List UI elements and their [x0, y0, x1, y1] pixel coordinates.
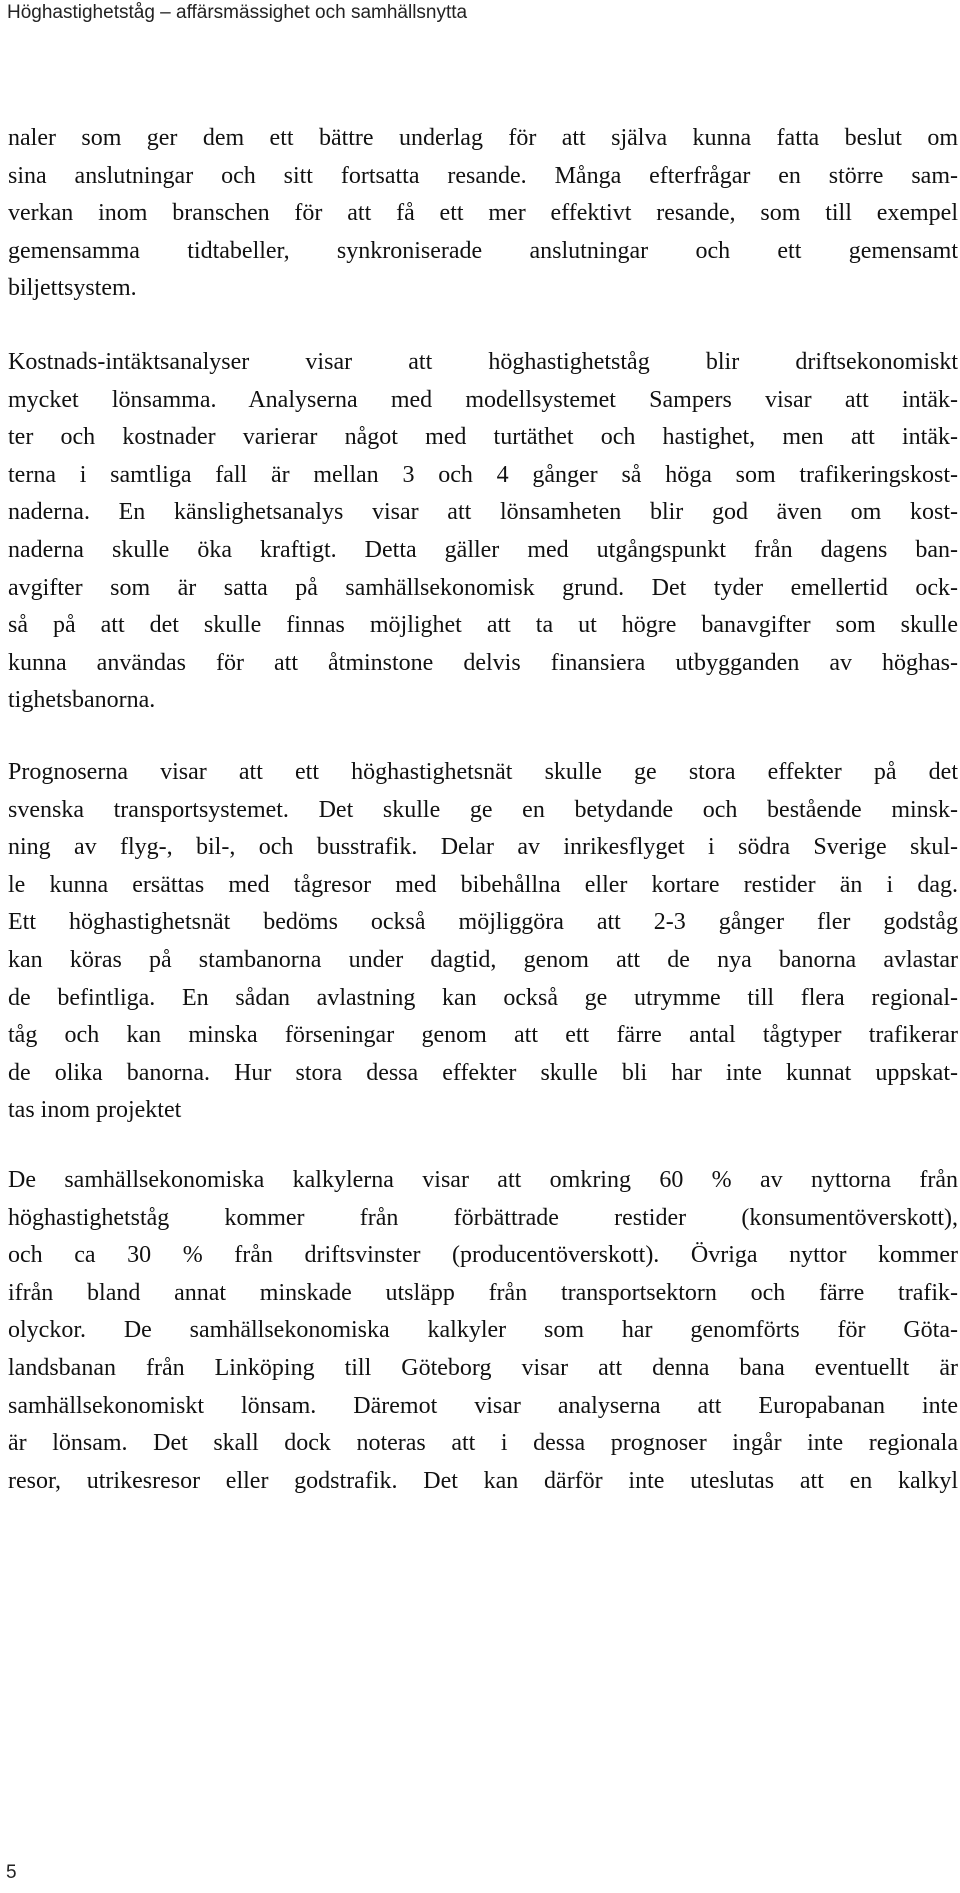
- text-line: sina anslutningar och sitt fortsatta resande. Många efterfrågar en större sam-: [8, 162, 958, 189]
- text-line: kunna användas för att åtminstone delvis finansiera utbygganden av höghas-: [8, 649, 958, 676]
- text-line: naler som ger dem ett bättre underlag för att själva kunna fatta beslut om: [8, 125, 958, 151]
- text-line: svenska transportsystemet. Det skulle ge en betydande och bestående minsk-: [8, 796, 958, 823]
- text-line: tåg och kan minska förseningar genom att ett färre antal tågtyper trafikerar: [8, 1022, 958, 1049]
- text-line: tas inom projektet: [8, 1097, 182, 1124]
- text-line: samhällsekonomiskt lönsam. Däremot visar analyserna att Europabanan inte: [8, 1392, 958, 1419]
- text-line: naderna skulle öka kraftigt. Detta gäller med utgångspunkt från dagens ban-: [8, 536, 958, 563]
- text-line: höghastighetståg kommer från förbättrade restider (konsumentöverskott),: [8, 1204, 958, 1231]
- text-line: Prognoserna visar att ett höghastighetsnät skulle ge stora effekter på det: [8, 759, 958, 785]
- text-line: le kunna ersättas med tågresor med bibehållna eller kortare restider än i dag.: [8, 871, 958, 898]
- text-line: ning av flyg-, bil-, och busstrafik. Delar av inrikesflyget i södra Sverige skul-: [8, 834, 958, 861]
- text-line: tighetsbanorna.: [8, 687, 156, 714]
- text-line: ifrån bland annat minskade utsläpp från transportsektorn och färre trafik-: [8, 1279, 958, 1306]
- text-line: De samhällsekonomiska kalkylerna visar att omkring 60 % av nyttorna från: [8, 1167, 958, 1193]
- text-line: är lönsam. Det skall dock noteras att i dessa prognoser ingår inte regionala: [8, 1430, 958, 1457]
- paragraph-2: [8, 344, 958, 720]
- text-line: de olika banorna. Hur stora dessa effekter skulle bli har inte kunnat uppskat-: [8, 1059, 958, 1086]
- text-line: biljettsystem.: [8, 275, 137, 302]
- text-line: terna i samtliga fall är mellan 3 och 4 gånger så höga som trafikeringskost-: [8, 461, 958, 488]
- text-line: mycket lönsamma. Analyserna med modellsystemet Sampers visar att intäk-: [8, 386, 958, 413]
- text-line: resor, utrikesresor eller godstrafik. Det kan därför inte uteslutas att en kalkyl: [8, 1467, 958, 1494]
- running-header: Höghastighetståg – affärsmässighet och samhällsnytta: [7, 2, 468, 23]
- text-line: Ett höghastighetsnät bedöms också möjliggöra att 2-3 gånger fler godståg: [8, 909, 958, 936]
- text-line: naderna. En känslighetsanalys visar att lönsamheten blir god även om kost-: [8, 499, 958, 526]
- text-line: avgifter som är satta på samhällsekonomisk grund. Det tyder emellertid ock-: [8, 574, 958, 601]
- text-line: Kostnads-intäktsanalyser visar att höghastighetståg blir driftsekonomiskt: [8, 349, 958, 375]
- text-line: kan köras på stambanorna under dagtid, genom att de nya banorna avlastar: [8, 946, 958, 973]
- text-line: landsbanan från Linköping till Göteborg visar att denna bana eventuellt är: [8, 1354, 958, 1381]
- text-line: de befintliga. En sådan avlastning kan också ge utrymme till flera regional-: [8, 984, 958, 1011]
- paragraph-4: [8, 1162, 958, 1500]
- page-number: 5: [6, 1862, 17, 1883]
- text-line: gemensamma tidtabeller, synkroniserade anslutningar och ett gemensamt: [8, 237, 958, 264]
- text-line: ter och kostnader varierar något med turtäthet och hastighet, men att intäk-: [8, 424, 958, 451]
- text-line: så på att det skulle finnas möjlighet att ta ut högre banavgifter som skulle: [8, 612, 958, 639]
- paragraph-3: [8, 754, 958, 1130]
- text-line: olyckor. De samhällsekonomiska kalkyler som har genomförts för Göta-: [8, 1317, 958, 1344]
- text-line: och ca 30 % från driftsvinster (producentöverskott). Övriga nyttor kommer: [8, 1242, 958, 1269]
- paragraph-1: [8, 120, 958, 308]
- text-line: verkan inom branschen för att få ett mer effektivt resande, som till exempel: [8, 200, 958, 227]
